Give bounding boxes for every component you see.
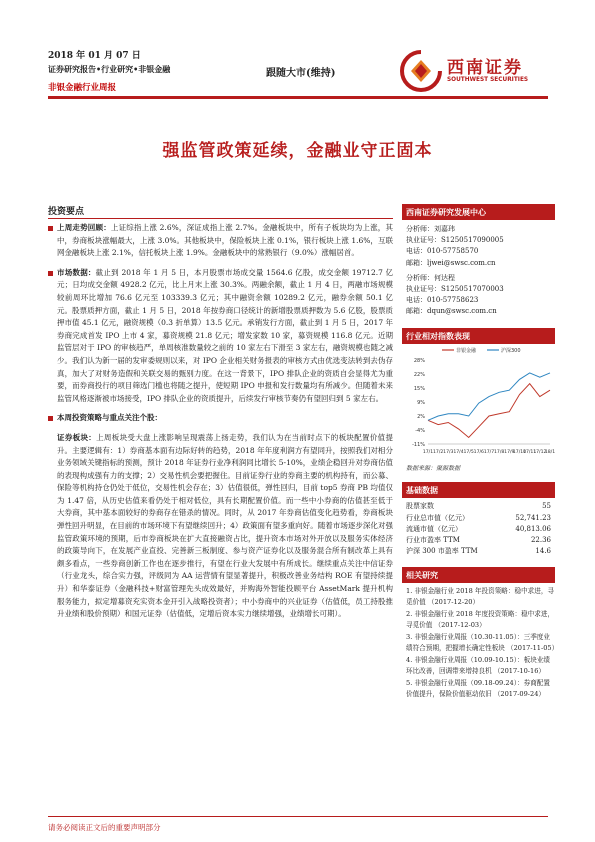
summary-heading: 投资要点 [48, 207, 85, 217]
row-value: 52,741.23 [515, 513, 551, 522]
x-tick-label: 17/3 [443, 449, 454, 455]
footer-divider [48, 816, 548, 817]
row-label: 股票家数 [406, 502, 434, 511]
report-date: 2018 年 01 月 07 日 [48, 51, 141, 61]
table-row [402, 535, 555, 546]
x-tick-label: 17/7 [483, 449, 495, 455]
paragraph-lead: 证券板块： [57, 432, 97, 442]
paragraph-text: 截止到 2018 年 1 月 5 日，本月股票市场成交量 1564.6 亿股，成交金额 19712.7 亿元；日均成交金额 4928.2 亿元，比上月末上涨 30.3%。两融余额，截止 1 月 4 日，两融市场规模较前周环比增加 76.6 亿元至 103339.3 亿元；其中融资余额 10289.2 亿元，融券余额 50.1 亿元。股票质押方面，截止 1 月 5 日，2018 年按券商口径统计的新增股票质押数为 5.6 亿股，股票质押市值 45.1 亿元，融资规模（0.3 折单算）13.5 亿元。承销发行方面，截止到 1 月 5 日，2017 年券商完成首发 IPO 上市 4 家，募资规模 21.8 亿元；增发家数 10 家，募资规模 116.8 亿元。近期监管层对于 IPO 的审核趋严，单周核准数量较之前的 10 家左右下滑至 3 家左右，融资规模也随之减少。我们认为新一届的发审委规则以来，对 IPO 企业相关财务报表的审核方式由优选变法转到去伪存真，加大了对财务造假和关联交易的甄别力度。在这一背景下，IPO 排队企业的资质自会显得尤为重要，而券商投行的项目筛选门槛也将随之提升，使短期 IPO 申报和发行数量均有所减少。但随着未来监管风格逐渐被市场接受，IPO 排队企业的资质提升，后续发行审核节奏仍有望回归到 5 家左右。 [57, 267, 393, 403]
related-list [402, 586, 559, 699]
x-tick-label: 17/10 [512, 449, 527, 455]
logo-emblem-icon [400, 50, 442, 92]
related-item[interactable]: 1. 非银金融行业 2018 年投资策略：稳中求进，寻觅价值 （2017-12-20） [406, 587, 555, 606]
x-tick-label: 17/6 [473, 449, 484, 455]
paragraph-lead: 本周投资策略与重点关注个股： [57, 413, 162, 423]
analysts-heading: 西南证券研究发展中心 [402, 204, 555, 220]
chart-heading: 行业相对指数表现 [402, 328, 555, 344]
row-value: 40,813.06 [515, 524, 551, 533]
row-label: 沪深 300 市盈率 TTM [406, 547, 478, 556]
analyst-block [402, 224, 555, 269]
x-tick-label: 17/9 [504, 449, 515, 455]
y-tick-label: 15% [413, 385, 425, 392]
chart-source: 数据来源：聚源数据 [406, 464, 461, 472]
legend-label: 沪深300 [501, 347, 521, 354]
analyst-name: 分析师：何达程 [406, 273, 455, 282]
x-tick-label: 17/1 [422, 449, 434, 455]
summary-paragraph-market [48, 267, 393, 406]
page-title: 强监管政策延续，金融业守正固本 [162, 141, 433, 161]
analyst-license: 执业证号：S1250517090005 [406, 236, 504, 245]
summary-paragraph-securities [48, 432, 393, 621]
table-row [402, 512, 555, 523]
analyst-block [402, 273, 555, 318]
company-logo [400, 50, 560, 92]
row-label: 行业市盈率 TTM [406, 536, 460, 545]
y-tick-label: 9% [417, 399, 425, 406]
analyst-phone: 电话：010-57758570 [406, 247, 479, 256]
table-row [402, 523, 555, 534]
table-row [402, 546, 555, 557]
y-tick-label: -4% [415, 427, 425, 434]
x-tick-label: 17/4 [453, 449, 464, 455]
paragraph-lead: 上周走势回顾： [57, 223, 111, 232]
row-value: 14.6 [535, 547, 551, 556]
logo-en: SOUTHWEST SECURITIES [447, 77, 529, 83]
summary-paragraph-strategy [48, 412, 393, 425]
paragraph-text: 上周板块受大盘上涨影响呈现震荡上扬走势，我们认为在当前时点下的板块配置价值提升。主要逻辑有：1）券商基本面有边际好转的趋势，2018 年年度利润方有望同升，按照我们对相分业务领域关键指标的预测，预计 2018 年证券行业净利润同比增长 5-10%，业绩企稳回升对券商估值的表现构成强有力的支撑；2）交易性机会要把握住。目前证券行业的券商主要的机构持有，而公募、保险等机构持仓仍处于低位，交易性机会存在；3）估值很低，弹性回归，目前 top5 券商 PB 均值仅为 1.47 倍，从历史估值来看仍处于相对低位，具有长期配置价值。而一些中小券商的估值甚至低于大券商，其中基本面较好的券商存在错杀的情况。同时，从 2017 年券商估值变化趋势看，券商板块弹性回升明显，在目前的市场环境下有望继续回升；4）政策面有望多重向好。随着市场逐步深化对强监管政策环境的预期，后市券商板块在扩大直接融资占比，提升资本市场对外开放以及服务实体经济的政策导向下，在发展产业直投、完善新三板制度、参与资产证券化以及服务混合所有制改革上具有颇多看点，一些券商创新工作也在逐步推行，有望在行业大发展中有所成长。继续重点关注中信证券（行业龙头，综合实力强，评级同为 AA 运营情有望显著提升，积极改善业务结构 ROE 有望持续提升）和华泰证券（金融科技+财富管理先头成效最好，并购海外智能投顾平台 AssetMark 提升机构服务能力，拟定增募资充实资本金开引入战略投资者）；中小券商中的兴业证券（估值低，员工持股推升业绩和股价预期）和国元证券（估值低，定增后资本实力继续增强，业绩增长可期）。 [57, 432, 393, 619]
x-tick-label: 17/12 [533, 449, 547, 455]
basic-data-table [402, 501, 555, 557]
analyst-license: 执业证号：S1250517070003 [406, 285, 504, 294]
rating: 跟随大市(维持) [266, 68, 336, 79]
summary-paragraph-review [48, 222, 393, 260]
analyst-phone: 电话：010-57758623 [406, 296, 479, 305]
row-value: 55 [542, 502, 551, 511]
x-tick-label: 17/11 [523, 449, 537, 455]
report-sector: 非银金融行业周报 [48, 83, 117, 93]
analyst-name: 分析师：刘嘉玮 [406, 225, 455, 233]
row-value: 22.36 [530, 536, 551, 545]
report-type: 证券研究报告•行业研究•非银金融 [48, 64, 171, 74]
y-tick-label: 28% [413, 357, 425, 364]
analyst-email[interactable]: 邮箱：dqun@swsc.com.cn [406, 307, 497, 316]
y-tick-label: -11% [412, 441, 425, 448]
sidebar [402, 204, 559, 701]
summary-body [48, 218, 393, 628]
y-tick-label: 2% [417, 413, 425, 420]
related-item[interactable]: 3. 非银金融行业周报（10.30-11.05）：三季度业绩符合预期，把握增长确定性板块 （2017-11-05） [406, 633, 559, 652]
row-label: 行业总市值（亿元） [406, 513, 469, 522]
series-line [428, 383, 550, 437]
x-tick-label: 17/5 [463, 449, 474, 455]
related-item[interactable]: 4. 非银金融行业周报（10.09-10.15）：板块业绩环比改善，回调带来增持良机 （2017-10-16） [406, 656, 550, 675]
row-label: 流通市值（亿元） [406, 524, 462, 533]
analyst-email[interactable]: 邮箱：ljwei@swsc.com.cn [406, 258, 496, 267]
header-divider [48, 96, 548, 99]
x-tick-label: 17/2 [433, 449, 444, 455]
chart-svg [402, 344, 555, 462]
x-tick-label: 17/8 [494, 449, 505, 455]
paragraph-lead: 市场数据： [57, 267, 96, 277]
series-line [428, 373, 550, 420]
legend-label: 非银金融 [456, 347, 477, 354]
related-heading: 相关研究 [402, 567, 555, 583]
basic-data-heading: 基础数据 [402, 482, 555, 498]
related-item[interactable]: 2. 非银金融行业 2018 年度投资策略：稳中求进，寻觅价值 （2017-12-03） [406, 610, 555, 629]
x-tick-label: 18/1 [544, 449, 555, 455]
table-row [402, 501, 555, 512]
paragraph-text: 上证综指上涨 2.6%，深证成指上涨 2.7%。金融板块中，所有子板块均为上涨，其中，券商板块涨幅最大，上涨 3.0%。其他板块中，保险板块上涨 0.1%，银行板块上涨 1.6%，互联网金融板块上涨 2.1%，信托板块上涨 1.9%。金融板块中的常熟银行（9.0%）涨幅居首。 [57, 223, 394, 258]
relative-index-chart [402, 344, 555, 462]
logo-name: 西南证券 [447, 58, 523, 78]
y-tick-label: 22% [413, 371, 425, 378]
related-item[interactable]: 5. 非银金融行业周报（09.18-09.24）：券商配置价值提升，保险价值驱动依旧 （2017-09-24） [406, 679, 550, 698]
footer-disclaimer[interactable]: 请务必阅读正文后的重要声明部分 [48, 823, 161, 832]
